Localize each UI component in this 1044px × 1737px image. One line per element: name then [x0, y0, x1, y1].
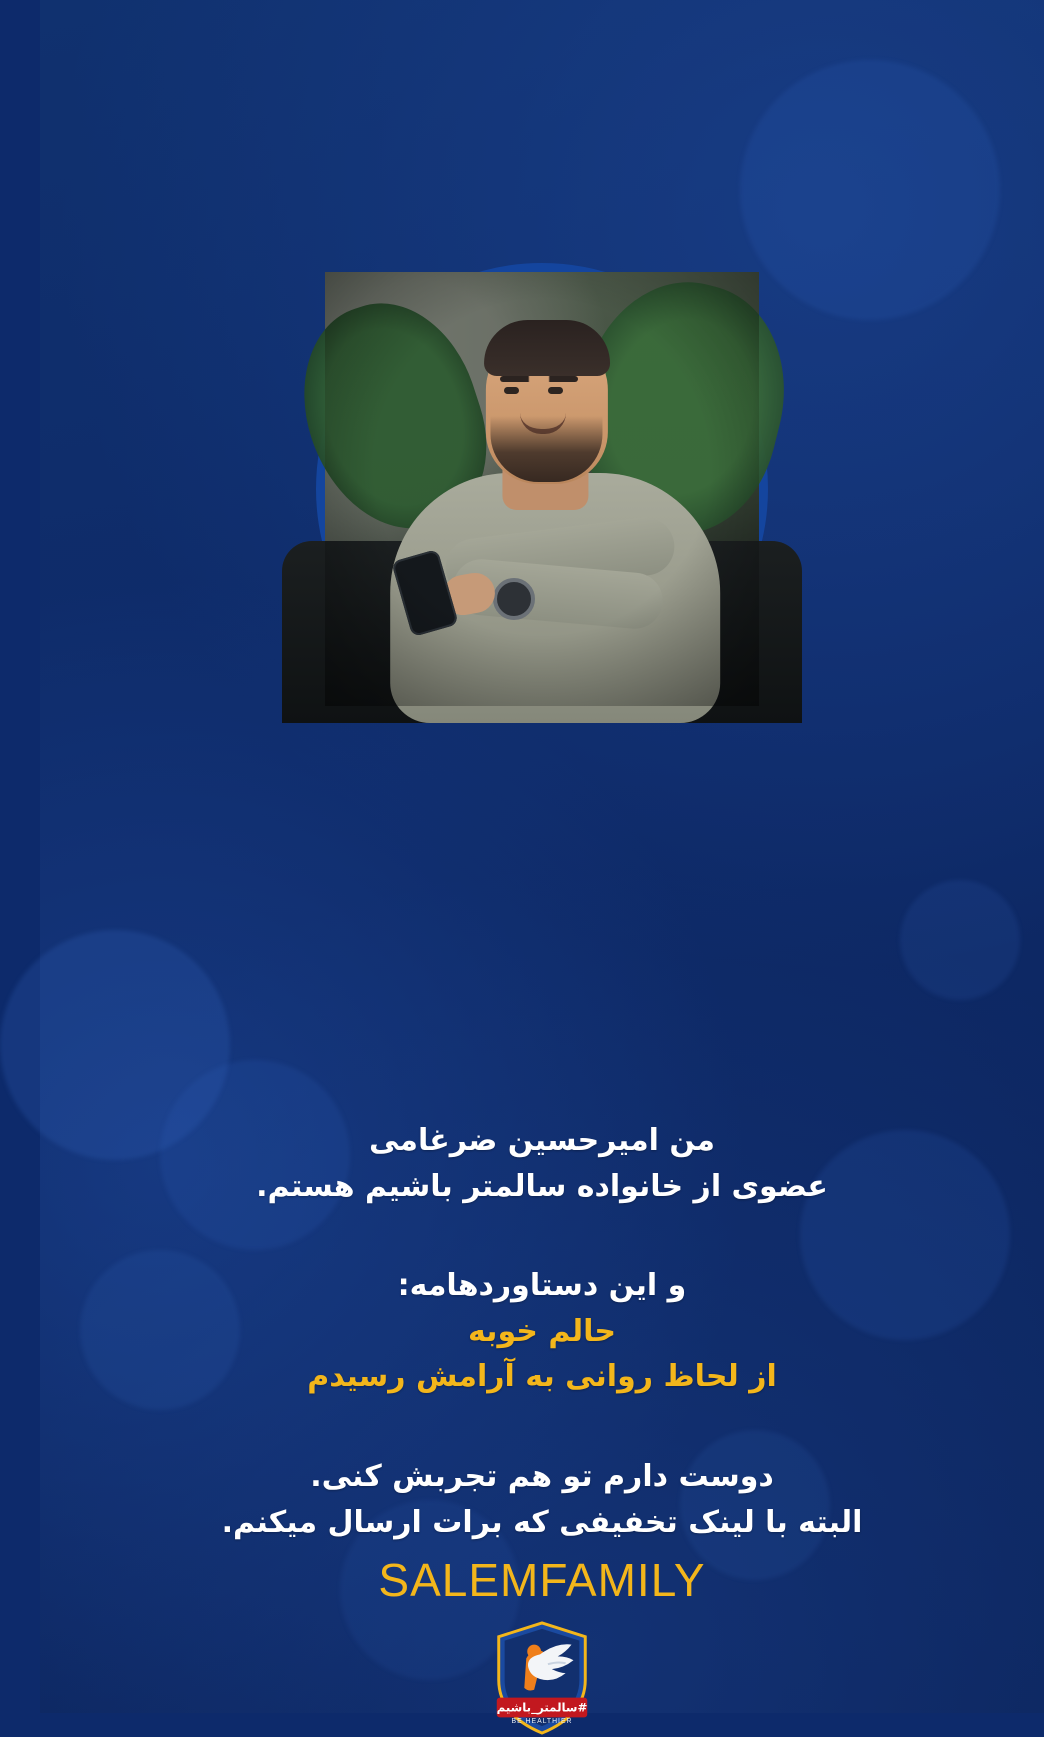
portrait-block	[249, 196, 835, 782]
brand-name: SALEMFAMILY	[378, 1554, 706, 1606]
intro-line-1: من امیرحسین ضرغامی	[369, 1123, 715, 1158]
background-bokeh-circle	[900, 880, 1020, 1000]
closing-line-1: دوست دارم تو هم تجربش کنی.	[310, 1458, 774, 1494]
brand-block	[40, 1553, 1044, 1737]
achievement-item-2: از لحاظ روانی به آرامش رسیدم	[307, 1359, 777, 1395]
achievements-heading: و این دستاوردهامه:	[397, 1268, 687, 1304]
portrait-frame	[316, 263, 768, 715]
logo-wordmark: #سالمتر_باشیم	[496, 1700, 588, 1715]
portrait-photo	[325, 272, 759, 706]
testimonial-text	[40, 1118, 1044, 1545]
closing-line-2: البته با لینک تخفیفی که برات ارسال میکنم.	[221, 1504, 863, 1540]
salem-family-eagle-logo-icon	[483, 1619, 601, 1737]
testimonial-poster	[40, 0, 1044, 1726]
achievement-item-1: حالم خوبه	[467, 1313, 616, 1349]
intro-line-2: عضوی از خانواده سالمتر باشیم هستم.	[256, 1168, 828, 1204]
logo-tagline: BE HEALTHIER	[511, 1718, 573, 1726]
